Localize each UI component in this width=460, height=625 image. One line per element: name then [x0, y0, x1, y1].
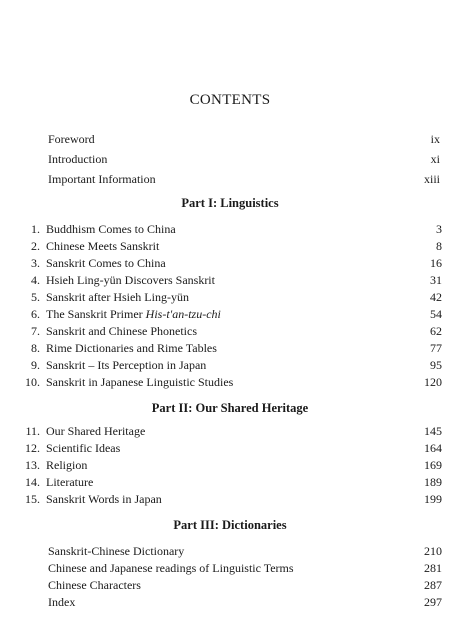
toc-chapter-8[interactable]: [20, 340, 442, 356]
chapter-page: 42: [430, 290, 442, 304]
chapter-number: 4.: [31, 273, 40, 287]
chapter-title: Rime Dictionaries and Rime Tables: [46, 341, 217, 355]
toc-entry-important-information[interactable]: [48, 171, 440, 187]
chapter-page: 8: [436, 239, 442, 253]
chapter-number: 3.: [31, 256, 40, 270]
toc-entry-page: ix: [430, 132, 440, 146]
chapter-number: 15.: [25, 492, 40, 506]
toc-entry-readings-of-linguistic-terms[interactable]: [48, 560, 442, 576]
chapter-title: Chinese Meets Sanskrit: [46, 239, 160, 253]
toc-entry-page: xi: [430, 152, 440, 166]
chapter-page: 62: [430, 324, 442, 338]
chapter-page: 164: [424, 441, 442, 455]
toc-entry-page: 281: [424, 561, 442, 575]
toc-chapter-10[interactable]: [20, 374, 442, 390]
chapter-number: 11.: [25, 424, 40, 438]
chapter-number: 9.: [31, 358, 40, 372]
chapter-title: Sanskrit after Hsieh Ling-yün: [46, 290, 189, 304]
part-heading-2: Part II: Our Shared Heritage: [151, 401, 309, 415]
toc-entry-title: Important Information: [48, 172, 156, 186]
chapter-title: Buddhism Comes to China: [46, 222, 176, 236]
toc-chapter-6[interactable]: [20, 306, 442, 322]
chapter-title-plain: The Sanskrit Primer: [46, 307, 146, 321]
chapter-number: 14.: [25, 475, 40, 489]
chapter-title: Sanskrit in Japanese Linguistic Studies: [46, 375, 234, 389]
toc-chapter-3[interactable]: [20, 255, 442, 271]
chapter-page: 77: [430, 341, 442, 355]
chapter-number: 12.: [25, 441, 40, 455]
toc-chapter-12[interactable]: [20, 440, 442, 456]
chapter-number: 10.: [25, 375, 40, 389]
toc-chapter-2[interactable]: [20, 238, 442, 254]
chapter-page: 199: [424, 492, 442, 506]
toc-chapter-5[interactable]: [20, 289, 442, 305]
toc-entry-introduction[interactable]: [48, 151, 440, 167]
chapter-title: Sanskrit Words in Japan: [46, 492, 162, 506]
toc-entry-title: Sanskrit-Chinese Dictionary: [48, 544, 185, 558]
chapter-page: 16: [430, 256, 442, 270]
toc-entry-index[interactable]: [48, 594, 442, 610]
chapter-page: 145: [424, 424, 442, 438]
toc-entry-title: Foreword: [48, 132, 95, 146]
toc-entry-title: Introduction: [48, 152, 108, 166]
toc-entry-page: 297: [424, 595, 442, 609]
chapter-number: 2.: [31, 239, 40, 253]
chapter-number: 7.: [31, 324, 40, 338]
chapter-page: 120: [424, 375, 442, 389]
page-title: CONTENTS: [189, 92, 271, 108]
toc-entry-chinese-characters[interactable]: [48, 577, 442, 593]
chapter-number: 6.: [31, 307, 40, 321]
toc-entry-title: Chinese and Japanese readings of Linguistic Terms: [48, 561, 294, 575]
chapter-page: 54: [430, 307, 442, 321]
toc-entry-page: 287: [424, 578, 442, 592]
chapter-title: Literature: [46, 475, 94, 489]
toc-entry-foreword[interactable]: [48, 131, 440, 147]
toc-entry-page: 210: [424, 544, 442, 558]
toc-chapter-7[interactable]: [20, 323, 442, 339]
chapter-title: Religion: [46, 458, 88, 472]
toc-chapter-14[interactable]: [20, 474, 442, 490]
chapter-page: 189: [424, 475, 442, 489]
part-heading-1: Part I: Linguistics: [181, 196, 279, 210]
chapter-page: 3: [436, 222, 442, 236]
chapter-title: [46, 306, 221, 322]
chapter-title: Our Shared Heritage: [46, 424, 146, 438]
chapter-number: 13.: [25, 458, 40, 472]
toc-entry-title: Index: [48, 595, 76, 609]
chapter-number: 5.: [31, 290, 40, 304]
toc-chapter-4[interactable]: [20, 272, 442, 288]
chapter-title: Sanskrit – Its Perception in Japan: [46, 358, 207, 372]
toc-chapter-13[interactable]: [20, 457, 442, 473]
chapter-page: 31: [430, 273, 442, 287]
toc-entry-title: Chinese Characters: [48, 578, 141, 592]
part-heading-3: Part III: Dictionaries: [173, 518, 287, 532]
toc-chapter-9[interactable]: [20, 357, 442, 373]
chapter-number: 8.: [31, 341, 40, 355]
chapter-page: 169: [424, 458, 442, 472]
chapter-title: Hsieh Ling-yün Discovers Sanskrit: [46, 273, 215, 287]
toc-chapter-11[interactable]: [20, 423, 442, 439]
chapter-title: Sanskrit and Chinese Phonetics: [46, 324, 197, 338]
chapter-title: Sanskrit Comes to China: [46, 256, 166, 270]
toc-chapter-1[interactable]: [20, 221, 442, 237]
toc-entry-sanskrit-chinese-dictionary[interactable]: [48, 543, 442, 559]
chapter-title-italic: His-t'an-tzu-chi: [145, 307, 221, 321]
chapter-page: 95: [430, 358, 442, 372]
toc-chapter-15[interactable]: [20, 491, 442, 507]
chapter-number: 1.: [31, 222, 40, 236]
chapter-title: Scientific Ideas: [46, 441, 121, 455]
toc-entry-page: xiii: [423, 172, 440, 186]
